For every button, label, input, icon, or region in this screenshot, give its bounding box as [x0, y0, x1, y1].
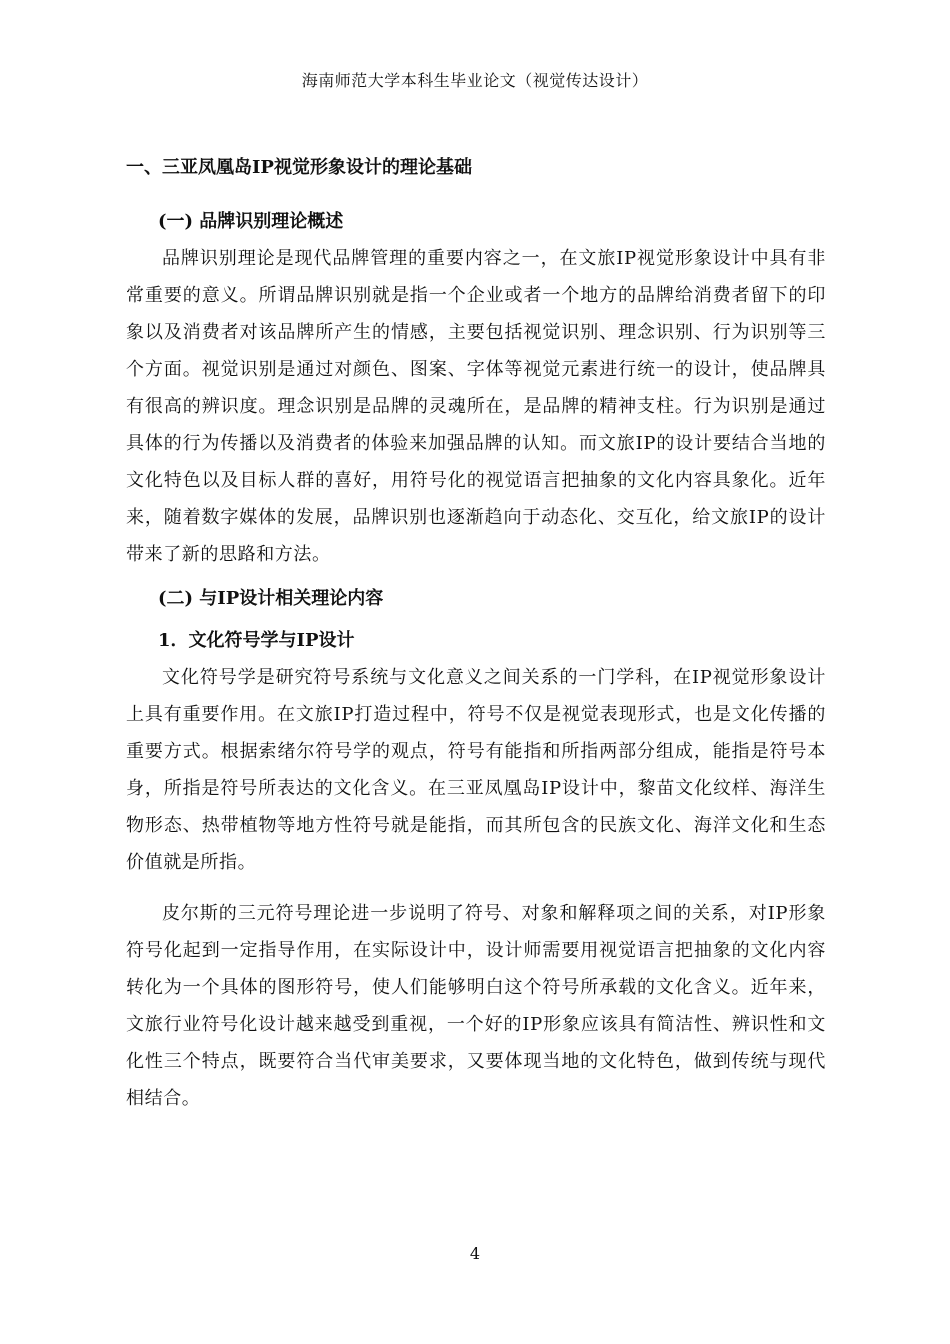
header-rule: [126, 100, 824, 101]
paragraph-brand-identity: 品牌识别理论是现代品牌管理的重要内容之一，在文旅IP视觉形象设计中具有非常重要的意义。所谓品牌识别就是指一个企业或者一个地方的品牌给消费者留下的印象以及消费者对该品牌所产生的情感，主要包括视觉识别、理念识别、行为识别等三个方面。视觉识别是通过对颜色、图案、字体等视觉元素进行统一的设计，使品牌具有很高的辨识度。理念识别是品牌的灵魂所在，是品牌的精神支柱。行为识别是通过具体的行为传播以及消费者的体验来加强品牌的认知。而文旅IP的设计要结合当地的文化特色以及目标人群的喜好，用符号化的视觉语言把抽象的文化内容具象化。近年来，随着数字媒体的发展，品牌识别也逐渐趋向于动态化、交互化，给文旅IP的设计带来了新的思路和方法。: [126, 248, 826, 565]
paragraph-semiotics-1: 文化符号学是研究符号系统与文化意义之间关系的一门学科，在IP视觉形象设计上具有重要作用。在文旅IP打造过程中，符号不仅是视觉表现形式，也是文化传播的重要方式。根据索绪尔符号学的观点，符号有能指和所指两部分组成，能指是符号本身，所指是符号所表达的文化含义。在三亚凤凰岛IP设计中，黎苗文化纹样、海洋生物形态、热带植物等地方性符号就是能指，而其所包含的民族文化、海洋文化和生态价值就是所指。: [126, 667, 826, 873]
page-content: [126, 150, 826, 1117]
page-number: 4: [469, 1244, 481, 1263]
paragraph-semiotics-2: 皮尔斯的三元符号理论进一步说明了符号、对象和解释项之间的关系，对IP形象符号化起到一定指导作用，在实际设计中，设计师需要用视觉语言把抽象的文化内容转化为一个具体的图形符号，使人们能够明白这个符号所承载的文化含义。近年来，文旅行业符号化设计越来越受到重视，一个好的IP形象应该具有简洁性、辨识性和文化性三个特点，既要符合当代审美要求，又要体现当地的文化特色，做到传统与现代相结合。: [126, 903, 826, 1109]
section-heading: 一、三亚凤凰岛IP视觉形象设计的理论基础: [126, 157, 472, 178]
page-header: 海南师范大学本科生毕业论文（视觉传达设计）: [301, 71, 649, 90]
subsection-heading-ip-theory: (二) 与IP设计相关理论内容: [158, 588, 384, 609]
subsection-heading-brand-identity: (一) 品牌识别理论概述: [158, 211, 344, 232]
item-heading-semiotics: 1．文化符号学与IP设计: [158, 630, 355, 651]
